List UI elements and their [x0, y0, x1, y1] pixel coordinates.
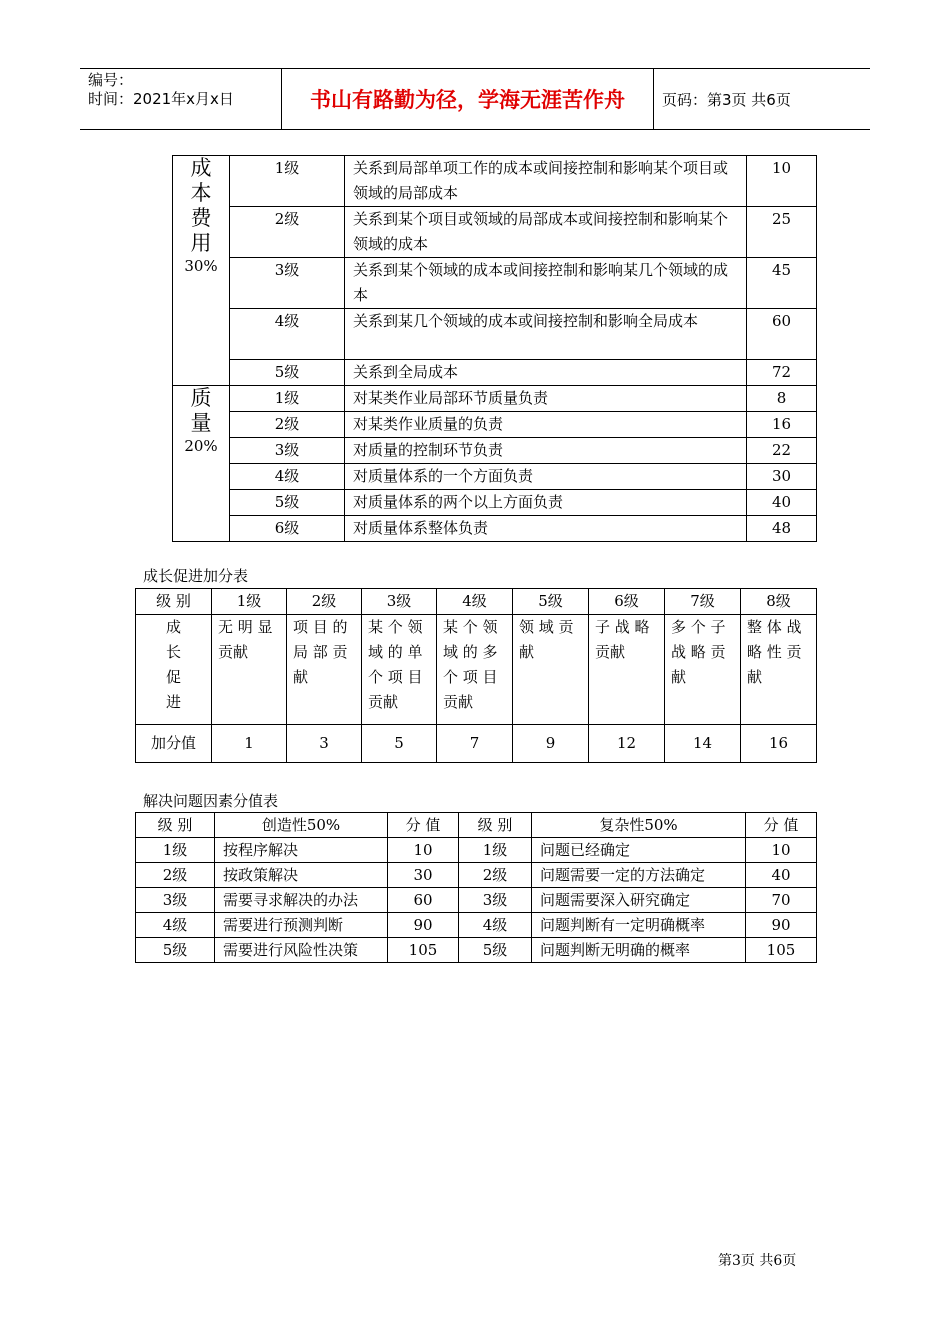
- category-char: 用: [190, 231, 212, 255]
- growth-description-line: 略 性 贡: [747, 643, 802, 661]
- description-cell: 关系到某几个领域的成本或间接控制和影响全局成本: [345, 309, 747, 360]
- problem-table-header: 分 值: [746, 813, 817, 838]
- description-cell: 对质量的控制环节负责: [345, 438, 747, 464]
- complexity-cell: 问题判断无明确的概率: [532, 938, 746, 963]
- level-cell: 3级: [230, 438, 345, 464]
- level-cell: 4级: [230, 464, 345, 490]
- document-number-label: 编号：: [88, 71, 134, 89]
- table-row: [173, 464, 817, 490]
- creativity-cell: 按政策解决: [215, 863, 388, 888]
- growth-description: [665, 615, 741, 725]
- header-motto: 书山有路勤为径，学海无涯苦作舟: [310, 88, 625, 112]
- growth-description-line: 域 的 多: [443, 643, 498, 661]
- growth-description-line: 局 部 贡: [293, 643, 348, 661]
- growth-level-header: 4级: [437, 589, 513, 615]
- creativity-cell: 按程序解决: [215, 838, 388, 863]
- score-cell: 90: [388, 913, 459, 938]
- level-cell: 2级: [136, 863, 215, 888]
- level-cell: 2级: [230, 207, 345, 258]
- level-cell: 6级: [230, 516, 345, 542]
- description-cell: 对某类作业质量的负责: [345, 412, 747, 438]
- growth-description-line: 贡献: [218, 643, 249, 661]
- score-cell: 30: [388, 863, 459, 888]
- level-cell: 5级: [230, 360, 345, 386]
- header-divider: [653, 69, 654, 129]
- problem-solving-table: [135, 812, 817, 963]
- level-cell: 3级: [136, 888, 215, 913]
- score-cell: 48: [747, 516, 817, 542]
- description-cell: 关系到某个项目或领域的局部成本或间接控制和影响某个领域的成本: [345, 207, 747, 258]
- growth-description-line: 战 略 贡: [671, 643, 726, 661]
- problem-table-header: 复杂性50%: [532, 813, 746, 838]
- score-cell: 105: [388, 938, 459, 963]
- table-row: [173, 207, 817, 258]
- table-row: [173, 258, 817, 309]
- growth-score: 1: [212, 725, 287, 763]
- complexity-cell: 问题判断有一定明确概率: [532, 913, 746, 938]
- growth-description-line: 某 个 领: [368, 618, 423, 636]
- growth-score: 12: [589, 725, 665, 763]
- growth-level-header: 7级: [665, 589, 741, 615]
- growth-table-caption: 成长促进加分表: [143, 567, 249, 585]
- table-row: [173, 386, 817, 412]
- description-cell: 关系到局部单项工作的成本或间接控制和影响某个项目或领域的局部成本: [345, 156, 747, 207]
- growth-description-line: 领 域 贡: [519, 618, 574, 636]
- growth-score: 9: [513, 725, 589, 763]
- growth-description-line: 献: [519, 643, 535, 661]
- growth-level-header: 8级: [741, 589, 817, 615]
- growth-score: 5: [362, 725, 437, 763]
- growth-score-label: 加分值: [136, 725, 212, 763]
- score-cell: 72: [747, 360, 817, 386]
- score-cell: 8: [747, 386, 817, 412]
- growth-description-line: 贡献: [368, 693, 399, 711]
- growth-description: [362, 615, 437, 725]
- growth-description-line: 献: [293, 668, 309, 686]
- description-cell: 关系到全局成本: [345, 360, 747, 386]
- table-row: [136, 938, 817, 963]
- score-cell: 25: [747, 207, 817, 258]
- growth-description: [741, 615, 817, 725]
- table-row: [136, 615, 817, 725]
- level-cell: 5级: [459, 938, 532, 963]
- problem-table-header: 级 别: [459, 813, 532, 838]
- level-cell: 1级: [459, 838, 532, 863]
- level-cell: 5级: [136, 938, 215, 963]
- category-percent: 30%: [184, 257, 218, 275]
- growth-level-header: 6级: [589, 589, 665, 615]
- growth-level-header: 5级: [513, 589, 589, 615]
- cost_table-category-cell: [173, 156, 230, 386]
- growth-score: 7: [437, 725, 513, 763]
- header-page-info: 页码：第3页 共6页: [662, 90, 791, 109]
- growth-description-line: 子 战 略: [595, 618, 650, 636]
- growth-label-char: 进: [165, 693, 181, 711]
- table-row: [173, 360, 817, 386]
- growth-description-line: 贡献: [595, 643, 626, 661]
- growth-level-header: 2级: [287, 589, 362, 615]
- category-char: 成: [190, 156, 212, 180]
- description-cell: 对质量体系的两个以上方面负责: [345, 490, 747, 516]
- table-row: [173, 309, 817, 360]
- problem-table-caption: 解决问题因素分值表: [143, 792, 279, 810]
- level-cell: 4级: [459, 913, 532, 938]
- growth-description-line: 个 项 目: [368, 668, 423, 686]
- growth-description: [437, 615, 513, 725]
- complexity-cell: 问题需要一定的方法确定: [532, 863, 746, 888]
- score-cell: 16: [747, 412, 817, 438]
- growth-label-char: 长: [165, 643, 181, 661]
- growth-description: [589, 615, 665, 725]
- table-row: [136, 913, 817, 938]
- creativity-cell: 需要进行预测判断: [215, 913, 388, 938]
- table-row: [136, 863, 817, 888]
- score-cell: 90: [746, 913, 817, 938]
- table-row: [173, 412, 817, 438]
- description-cell: 对质量体系的一个方面负责: [345, 464, 747, 490]
- score-cell: 45: [747, 258, 817, 309]
- growth-description-line: 项 目 的: [293, 618, 348, 636]
- growth-description-line: 无 明 显: [218, 618, 273, 636]
- growth-score: 14: [665, 725, 741, 763]
- growth-description-line: 贡献: [443, 693, 474, 711]
- growth-label-char: 促: [165, 668, 181, 686]
- description-cell: 对某类作业局部环节质量负责: [345, 386, 747, 412]
- description-cell: 关系到某个领域的成本或间接控制和影响某几个领域的成本: [345, 258, 747, 309]
- growth-header-label: 级 别: [136, 589, 212, 615]
- growth-description: [212, 615, 287, 725]
- score-cell: 105: [746, 938, 817, 963]
- page-footer: 第3页 共6页: [718, 1253, 797, 1269]
- category-char: 量: [190, 411, 212, 435]
- problem-table-header: 分 值: [388, 813, 459, 838]
- growth-description-line: 献: [747, 668, 763, 686]
- growth-label-char: 成: [165, 618, 181, 636]
- table-row: [173, 516, 817, 542]
- growth-description-line: 域 的 单: [368, 643, 423, 661]
- growth-level-header: 1级: [212, 589, 287, 615]
- score-cell: 40: [747, 490, 817, 516]
- quality_table-category-cell: [173, 386, 230, 542]
- complexity-cell: 问题已经确定: [532, 838, 746, 863]
- problem-table-header: 级 别: [136, 813, 215, 838]
- growth-score: 16: [741, 725, 817, 763]
- growth-row-label: [136, 615, 212, 725]
- score-cell: 10: [747, 156, 817, 207]
- score-cell: 60: [747, 309, 817, 360]
- level-cell: 1级: [230, 156, 345, 207]
- growth-description-line: 个 项 目: [443, 668, 498, 686]
- growth-table: [135, 588, 817, 763]
- growth-description-line: 整 体 战: [747, 618, 802, 636]
- growth-level-header: 3级: [362, 589, 437, 615]
- document-time-label: 时间：2021年x月x日: [88, 90, 234, 108]
- category-percent: 20%: [184, 437, 218, 455]
- creativity-cell: 需要寻求解决的办法: [215, 888, 388, 913]
- score-cell: 10: [746, 838, 817, 863]
- category-char: 费: [190, 206, 212, 230]
- score-cell: 60: [388, 888, 459, 913]
- growth-description-line: 某 个 领: [443, 618, 498, 636]
- cost-quality-table: [172, 155, 817, 542]
- creativity-cell: 需要进行风险性决策: [215, 938, 388, 963]
- level-cell: 4级: [230, 309, 345, 360]
- level-cell: 2级: [230, 412, 345, 438]
- category-char: 质: [190, 386, 212, 410]
- level-cell: 1级: [230, 386, 345, 412]
- score-cell: 70: [746, 888, 817, 913]
- problem-table-header: 创造性50%: [215, 813, 388, 838]
- complexity-cell: 问题需要深入研究确定: [532, 888, 746, 913]
- table-header-row: [136, 813, 817, 838]
- growth-description-line: 献: [671, 668, 687, 686]
- score-cell: 40: [746, 863, 817, 888]
- growth-description: [287, 615, 362, 725]
- score-cell: 10: [388, 838, 459, 863]
- level-cell: 1级: [136, 838, 215, 863]
- level-cell: 3级: [459, 888, 532, 913]
- table-row: [136, 589, 817, 615]
- score-cell: 22: [747, 438, 817, 464]
- table-row: [173, 490, 817, 516]
- growth-description-line: 多 个 子: [671, 618, 726, 636]
- category-char: 本: [190, 181, 212, 205]
- page-header: [80, 68, 870, 130]
- level-cell: 3级: [230, 258, 345, 309]
- level-cell: 2级: [459, 863, 532, 888]
- table-row: [136, 838, 817, 863]
- description-cell: 对质量体系整体负责: [345, 516, 747, 542]
- growth-description: [513, 615, 589, 725]
- level-cell: 4级: [136, 913, 215, 938]
- score-cell: 30: [747, 464, 817, 490]
- growth-score: 3: [287, 725, 362, 763]
- table-row: [173, 156, 817, 207]
- table-row: [173, 438, 817, 464]
- table-row: [136, 725, 817, 763]
- level-cell: 5级: [230, 490, 345, 516]
- header-meta: [88, 71, 283, 127]
- table-row: [136, 888, 817, 913]
